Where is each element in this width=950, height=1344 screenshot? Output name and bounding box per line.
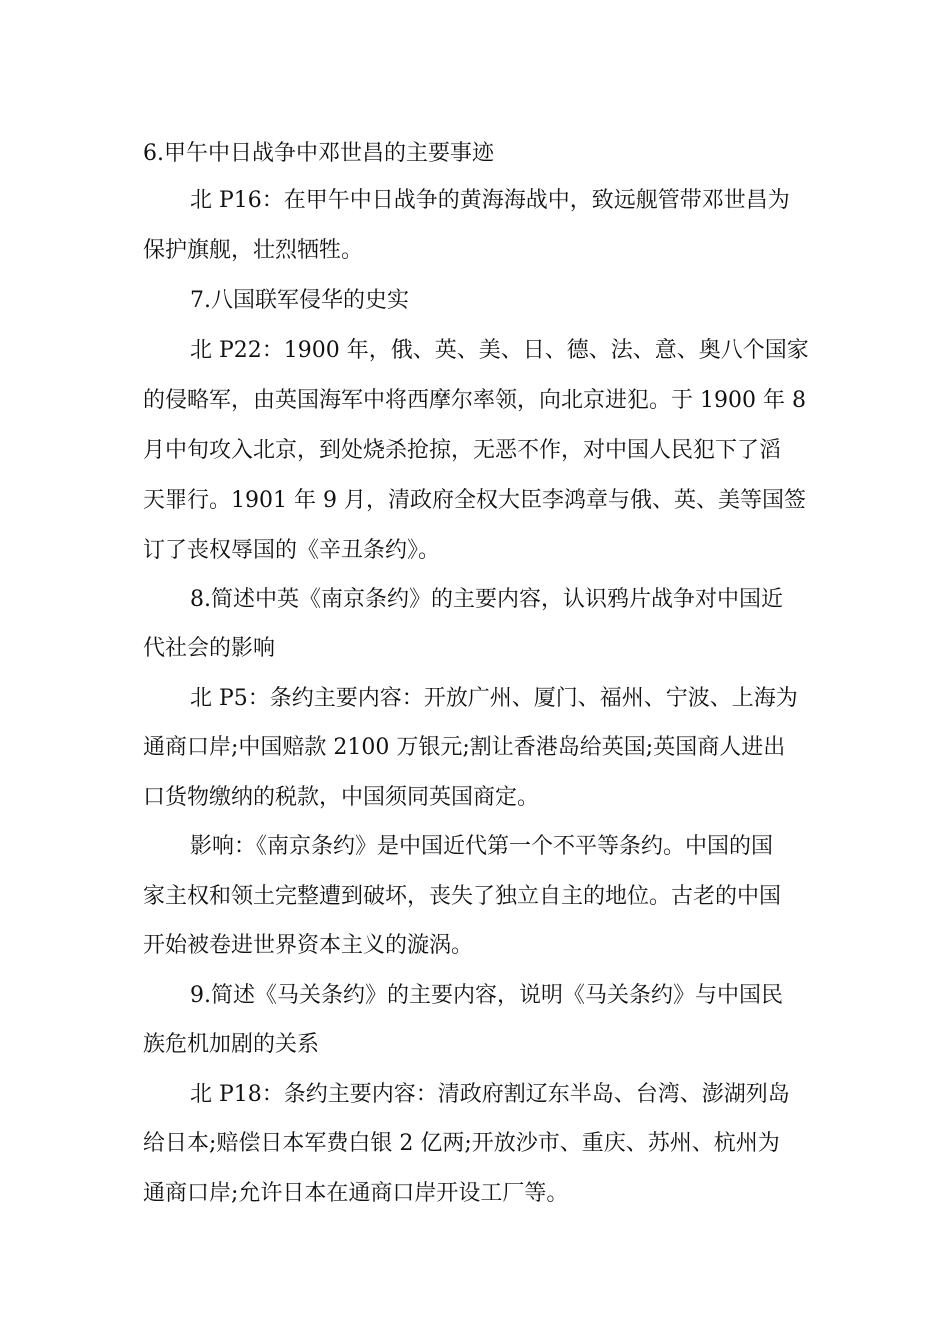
paragraph-line: 保护旗舰，壮烈牺牲。 — [143, 238, 364, 263]
heading-8-continued: 代社会的影响 — [143, 636, 276, 661]
paragraph-line: 通商口岸;中国赔款 2100 万银元;割让香港岛给英国;英国商人进出 — [143, 735, 786, 760]
paragraph-line: 北 P16：在甲午中日战争的黄海海战中，致远舰管带邓世昌为 — [190, 188, 790, 213]
paragraph-line: 给日本;赔偿日本军费白银 2 亿两;开放沙市、重庆、苏州、杭州为 — [143, 1131, 780, 1156]
paragraph-line: 订了丧权辱国的《辛丑条约》。 — [143, 538, 441, 563]
paragraph-line: 的侵略军，由英国海军中将西摩尔率领，向北京进犯。于 1900 年 8 — [143, 388, 806, 413]
paragraph-line: 月中旬攻入北京，到处烧杀抢掠，无恶不作，对中国人民犯下了滔 — [143, 438, 782, 463]
heading-8: 8.简述中英《南京条约》的主要内容，认识鸦片战争对中国近 — [190, 587, 783, 612]
heading-9-continued: 族危机加剧的关系 — [143, 1032, 320, 1057]
paragraph-line: 影响：《南京条约》是中国近代第一个不平等条约。中国的国 — [190, 834, 774, 859]
heading-6: 6.甲午中日战争中邓世昌的主要事迹 — [143, 141, 494, 166]
paragraph-line: 通商口岸;允许日本在通商口岸开设工厂等。 — [143, 1181, 569, 1206]
paragraph-line: 开始被卷进世界资本主义的漩涡。 — [143, 933, 474, 958]
paragraph-line: 天罪行。1901 年 9 月，清政府全权大臣李鸿章与俄、英、美等国签 — [143, 488, 806, 513]
heading-9: 9.简述《马关条约》的主要内容，说明《马关条约》与中国民 — [190, 983, 783, 1008]
paragraph-line: 北 P18：条约主要内容：清政府割辽东半岛、台湾、澎湖列岛 — [190, 1082, 790, 1107]
paragraph-line: 家主权和领土完整遭到破坏，丧失了独立自主的地位。古老的中国 — [143, 884, 782, 909]
paragraph-line: 北 P5：条约主要内容：开放广州、厦门、福州、宁波、上海为 — [190, 686, 798, 711]
paragraph-line: 北 P22：1900 年，俄、英、美、日、德、法、意、奥八个国家 — [190, 338, 809, 363]
heading-7: 7.八国联军侵华的史实 — [190, 288, 409, 313]
paragraph-line: 口货物缴纳的税款，中国须同英国商定。 — [143, 785, 540, 810]
